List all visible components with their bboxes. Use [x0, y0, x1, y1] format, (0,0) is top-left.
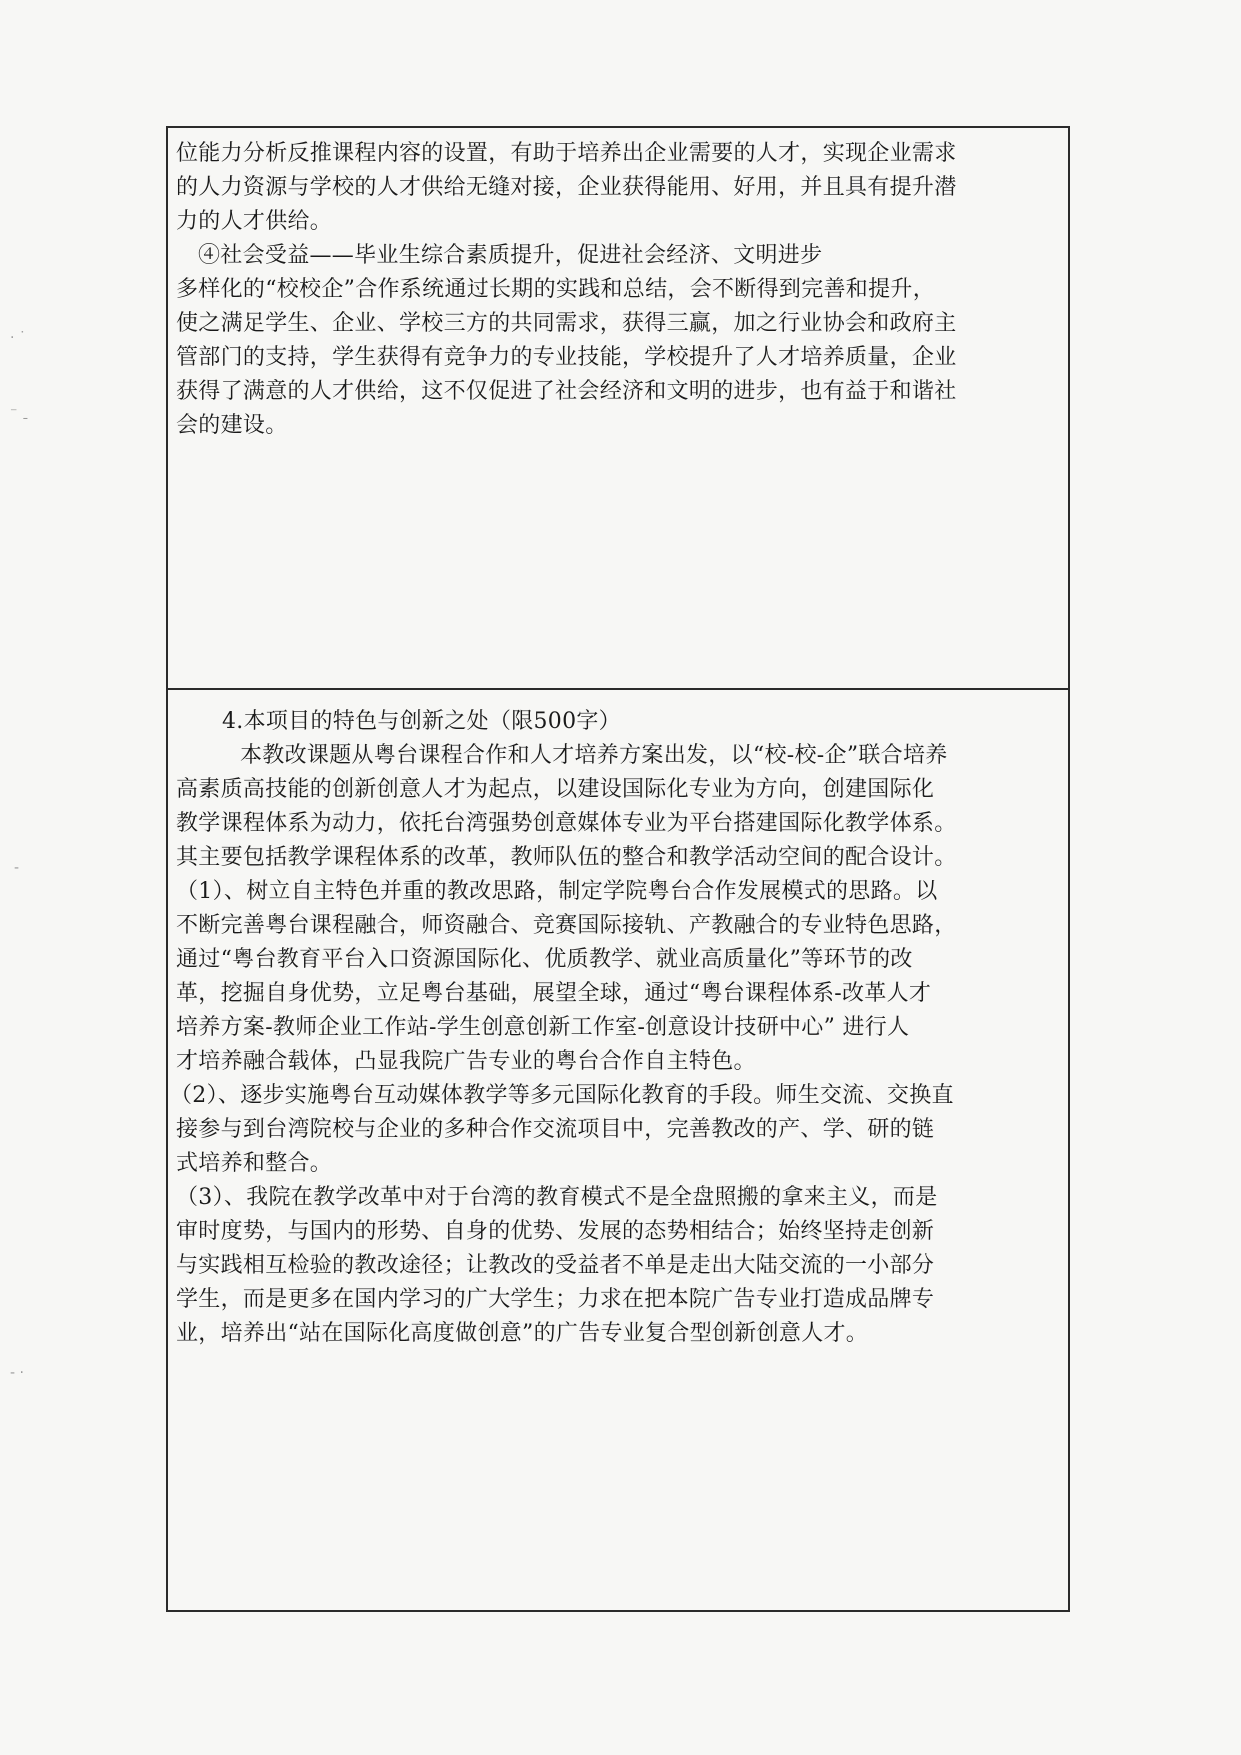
body-text-line: 管部门的支持，学生获得有竞争力的专业技能，学校提升了人才培养质量，企业 — [176, 345, 957, 370]
body-text-line: （3）、我院在教学改革中对于台湾的教育模式不是全盘照搬的拿来主义，而是 — [176, 1185, 938, 1210]
form-table — [166, 126, 1070, 1612]
scan-speck: - · — [10, 1365, 24, 1381]
body-text-line: 通过“粤台教育平台入口资源国际化、优质教学、就业高质量化”等环节的改 — [176, 947, 913, 972]
body-text-line: 接参与到台湾院校与企业的多种合作交流项目中，完善教改的产、学、研的链 — [176, 1117, 935, 1142]
body-text-line: 不断完善粤台课程融合，师资融合、竞赛国际接轨、产教融合的专业特色思路， — [176, 913, 957, 938]
body-text-line: 教学课程体系为动力，依托台湾强势创意媒体专业为平台搭建国际化教学体系。 — [176, 811, 957, 836]
body-text-line: 其主要包括教学课程体系的改革，教师队伍的整合和教学活动空间的配合设计。 — [176, 845, 957, 870]
body-text-line: 高素质高技能的创新创意人才为起点，以建设国际化专业为方向，创建国际化 — [176, 777, 935, 802]
body-text-line: （1）、树立自主特色并重的教改思路，制定学院粤台合作发展模式的思路。以 — [176, 879, 938, 904]
body-text-line: 力的人才供给。 — [176, 209, 333, 234]
scan-speck: ⁻ ˍ — [10, 405, 29, 421]
body-text-line: 位能力分析反推课程内容的设置，有助于培养出企业需要的人才，实现企业需求 — [176, 141, 957, 166]
body-text-line: 培养方案-教师企业工作站-学生创意创新工作室-创意设计技研中心” 进行人 — [176, 1015, 910, 1040]
body-text-line: 革，挖掘自身优势，立足粤台基础，展望全球，通过“粤台课程体系-改革人才 — [176, 981, 932, 1006]
scan-speck: ‐ — [14, 860, 20, 876]
innovation-section-cell — [168, 690, 1068, 1610]
subheading-social-benefit: ④社会受益——毕业生综合素质提升，促进社会经济、文明进步 — [198, 243, 823, 268]
body-text-line: 多样化的“校校企”合作系统通过长期的实践和总结，会不断得到完善和提升， — [176, 277, 935, 302]
body-text-line: 会的建设。 — [176, 413, 288, 438]
body-text-line: 与实践相互检验的教改途径；让教改的受益者不单是走出大陆交流的一小部分 — [176, 1253, 935, 1278]
body-text-line: 本教改课题从粤台课程合作和人才培养方案出发，以“校-校-企”联合培养 — [240, 743, 948, 768]
body-text-line: 的人力资源与学校的人才供给无缝对接，企业获得能用、好用，并且具有提升潜 — [176, 175, 957, 200]
body-text-line: 式培养和整合。 — [176, 1151, 333, 1176]
body-text-line: （2）、逐步实施粤台互动媒体教学等多元国际化教育的手段。师生交流、交换直 — [170, 1083, 954, 1108]
scan-speck: · ˙ — [10, 330, 26, 346]
body-text-line: 审时度势，与国内的形势、自身的优势、发展的态势相结合；始终坚持走创新 — [176, 1219, 935, 1244]
body-text-line: 才培养融合载体，凸显我院广告专业的粤台合作自主特色。 — [176, 1049, 756, 1074]
body-text-line: 学生，而是更多在国内学习的广大学生；力求在把本院广告专业打造成品牌专 — [176, 1287, 935, 1312]
body-text-line: 使之满足学生、企业、学校三方的共同需求，获得三赢，加之行业协会和政府主 — [176, 311, 957, 336]
benefit-section-cell — [168, 128, 1068, 690]
body-text-line: 业，培养出“站在国际化高度做创意”的广告专业复合型创新创意人才。 — [176, 1321, 869, 1346]
body-text-line: 获得了满意的人才供给，这不仅促进了社会经济和文明的进步，也有益于和谐社 — [176, 379, 957, 404]
section-heading: 4.本项目的特色与创新之处（限500字） — [222, 709, 621, 734]
